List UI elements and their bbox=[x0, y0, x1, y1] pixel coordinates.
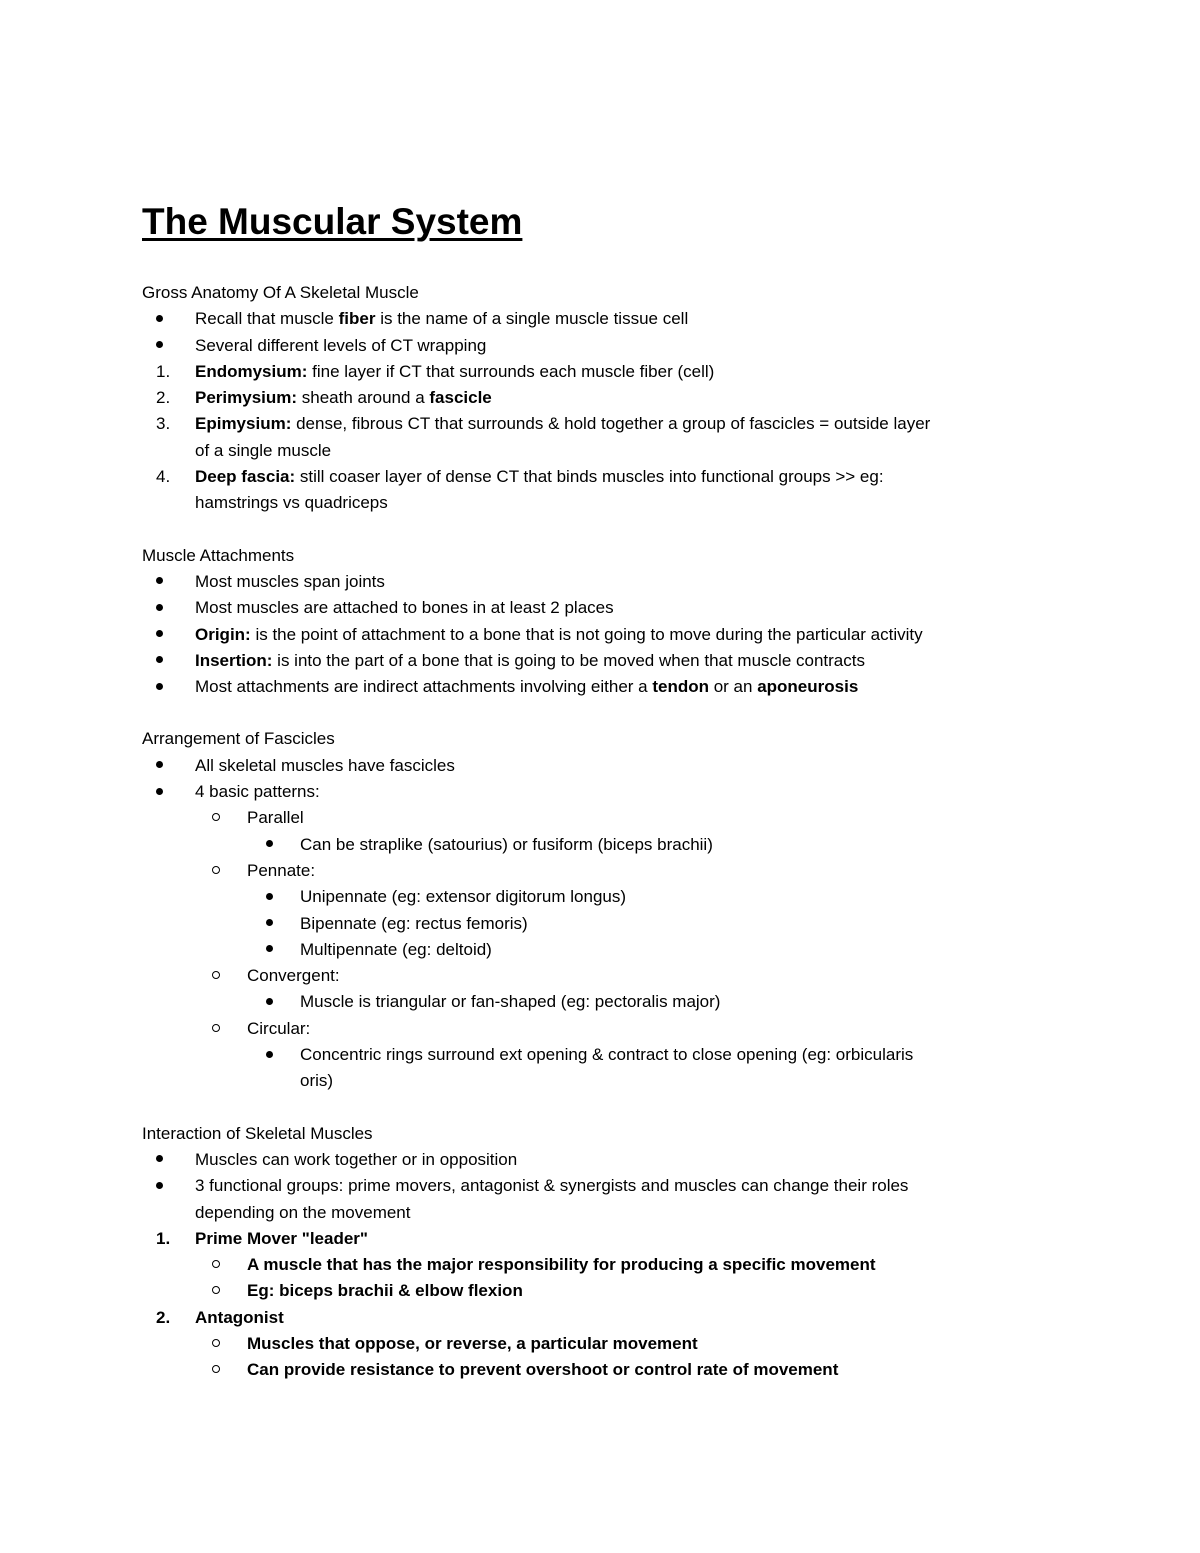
numbered-item: 3. Epimysium: dense, fibrous CT that surrounds & hold together a group of fascicles = outside layer of a single muscle bbox=[142, 411, 1072, 464]
circle-bullet-icon bbox=[212, 1331, 240, 1357]
list-item: Eg: biceps brachii & elbow flexion bbox=[142, 1278, 1072, 1304]
list-item: Several different levels of CT wrapping bbox=[142, 333, 1072, 359]
bullet-icon bbox=[156, 333, 184, 359]
list-item: Muscles that oppose, or reverse, a particular movement bbox=[142, 1331, 1072, 1357]
list-item: Multipennate (eg: deltoid) bbox=[142, 937, 1072, 963]
list-item: Recall that muscle fiber is the name of a single muscle tissue cell bbox=[142, 306, 1072, 332]
bullet-icon bbox=[266, 832, 294, 858]
bullet-icon bbox=[156, 622, 184, 648]
list-item: 4 basic patterns: bbox=[142, 779, 1072, 805]
bullet-icon bbox=[266, 1042, 294, 1068]
list-number: 3. bbox=[156, 414, 171, 434]
list-number: 4. bbox=[156, 467, 171, 487]
circle-bullet-icon bbox=[212, 1016, 240, 1042]
list-number: 2. bbox=[156, 388, 171, 408]
circle-bullet-icon bbox=[212, 1252, 240, 1278]
bullet-icon bbox=[156, 674, 184, 700]
list-item: Insertion: is into the part of a bone that is going to be moved when that muscle contracts bbox=[142, 648, 1072, 674]
list-item: Bipennate (eg: rectus femoris) bbox=[142, 911, 1072, 937]
section-heading: Gross Anatomy Of A Skeletal Muscle bbox=[142, 283, 419, 302]
section-heading: Muscle Attachments bbox=[142, 545, 295, 565]
list-item: Parallel bbox=[142, 805, 1072, 831]
list-item: All skeletal muscles have fascicles bbox=[142, 753, 1072, 779]
list-item: Circular: bbox=[142, 1016, 1072, 1042]
bullet-icon bbox=[156, 306, 184, 332]
list-item: Most muscles span joints bbox=[142, 569, 1072, 595]
page-title: The Muscular System bbox=[142, 201, 523, 242]
list-number: 1. bbox=[156, 1228, 171, 1248]
list-item: Can provide resistance to prevent overshoot or control rate of movement bbox=[142, 1357, 1072, 1383]
bullet-icon bbox=[156, 1173, 184, 1199]
numbered-item: 4. Deep fascia: still coaser layer of dense CT that binds muscles into functional groups >> eg: hamstrings vs quadriceps bbox=[142, 464, 1072, 517]
numbered-item: 2. Perimysium: sheath around a fascicle bbox=[142, 385, 1072, 411]
bullet-icon bbox=[266, 911, 294, 937]
circle-bullet-icon bbox=[212, 805, 240, 831]
list-item: Convergent: bbox=[142, 963, 1072, 989]
list-item: Most muscles are attached to bones in at least 2 places bbox=[142, 595, 1072, 621]
list-item: Muscle is triangular or fan-shaped (eg: pectoralis major) bbox=[142, 989, 1072, 1015]
circle-bullet-icon bbox=[212, 1278, 240, 1304]
list-item: Pennate: bbox=[142, 858, 1072, 884]
list-item: A muscle that has the major responsibility for producing a specific movement bbox=[142, 1252, 1072, 1278]
list-item: Muscles can work together or in opposition bbox=[142, 1147, 1072, 1173]
section-gross-anatomy bbox=[142, 280, 1072, 517]
bullet-icon bbox=[156, 753, 184, 779]
list-item: Concentric rings surround ext opening & contract to close opening (eg: orbicularis oris) bbox=[142, 1042, 1072, 1095]
list-item: 3 functional groups: prime movers, antagonist & synergists and muscles can change their roles depending on the movement bbox=[142, 1173, 1072, 1226]
section-arrangement-fascicles bbox=[142, 726, 1072, 1094]
section-heading: Arrangement of Fascicles bbox=[142, 729, 335, 749]
list-item: Can be straplike (satourius) or fusiform (biceps brachii) bbox=[142, 832, 1072, 858]
list-number: 1. bbox=[156, 361, 171, 381]
section-muscle-attachments bbox=[142, 543, 1072, 701]
bullet-icon bbox=[156, 595, 184, 621]
bullet-icon bbox=[266, 884, 294, 910]
bullet-icon bbox=[266, 937, 294, 963]
bullet-icon bbox=[156, 779, 184, 805]
bullet-icon bbox=[156, 1147, 184, 1173]
bullet-icon bbox=[266, 989, 294, 1015]
numbered-item: 1. Prime Mover "leader" bbox=[142, 1226, 1072, 1252]
list-number: 2. bbox=[156, 1307, 171, 1327]
bullet-icon bbox=[156, 569, 184, 595]
list-item: Most attachments are indirect attachments involving either a tendon or an aponeurosis bbox=[142, 674, 1072, 700]
circle-bullet-icon bbox=[212, 963, 240, 989]
section-heading: Interaction of Skeletal Muscles bbox=[142, 1123, 373, 1143]
numbered-item: 1. Endomysium: fine layer if CT that surrounds each muscle fiber (cell) bbox=[142, 359, 1072, 385]
bullet-icon bbox=[156, 648, 184, 674]
list-item: Unipennate (eg: extensor digitorum longus) bbox=[142, 884, 1072, 910]
circle-bullet-icon bbox=[212, 1357, 240, 1383]
numbered-item: 2. Antagonist bbox=[142, 1305, 1072, 1331]
document-page bbox=[142, 200, 1072, 1410]
list-item: Origin: is the point of attachment to a bone that is not going to move during the particular activity bbox=[142, 622, 1072, 648]
circle-bullet-icon bbox=[212, 858, 240, 884]
section-interaction-muscles bbox=[142, 1121, 1072, 1384]
